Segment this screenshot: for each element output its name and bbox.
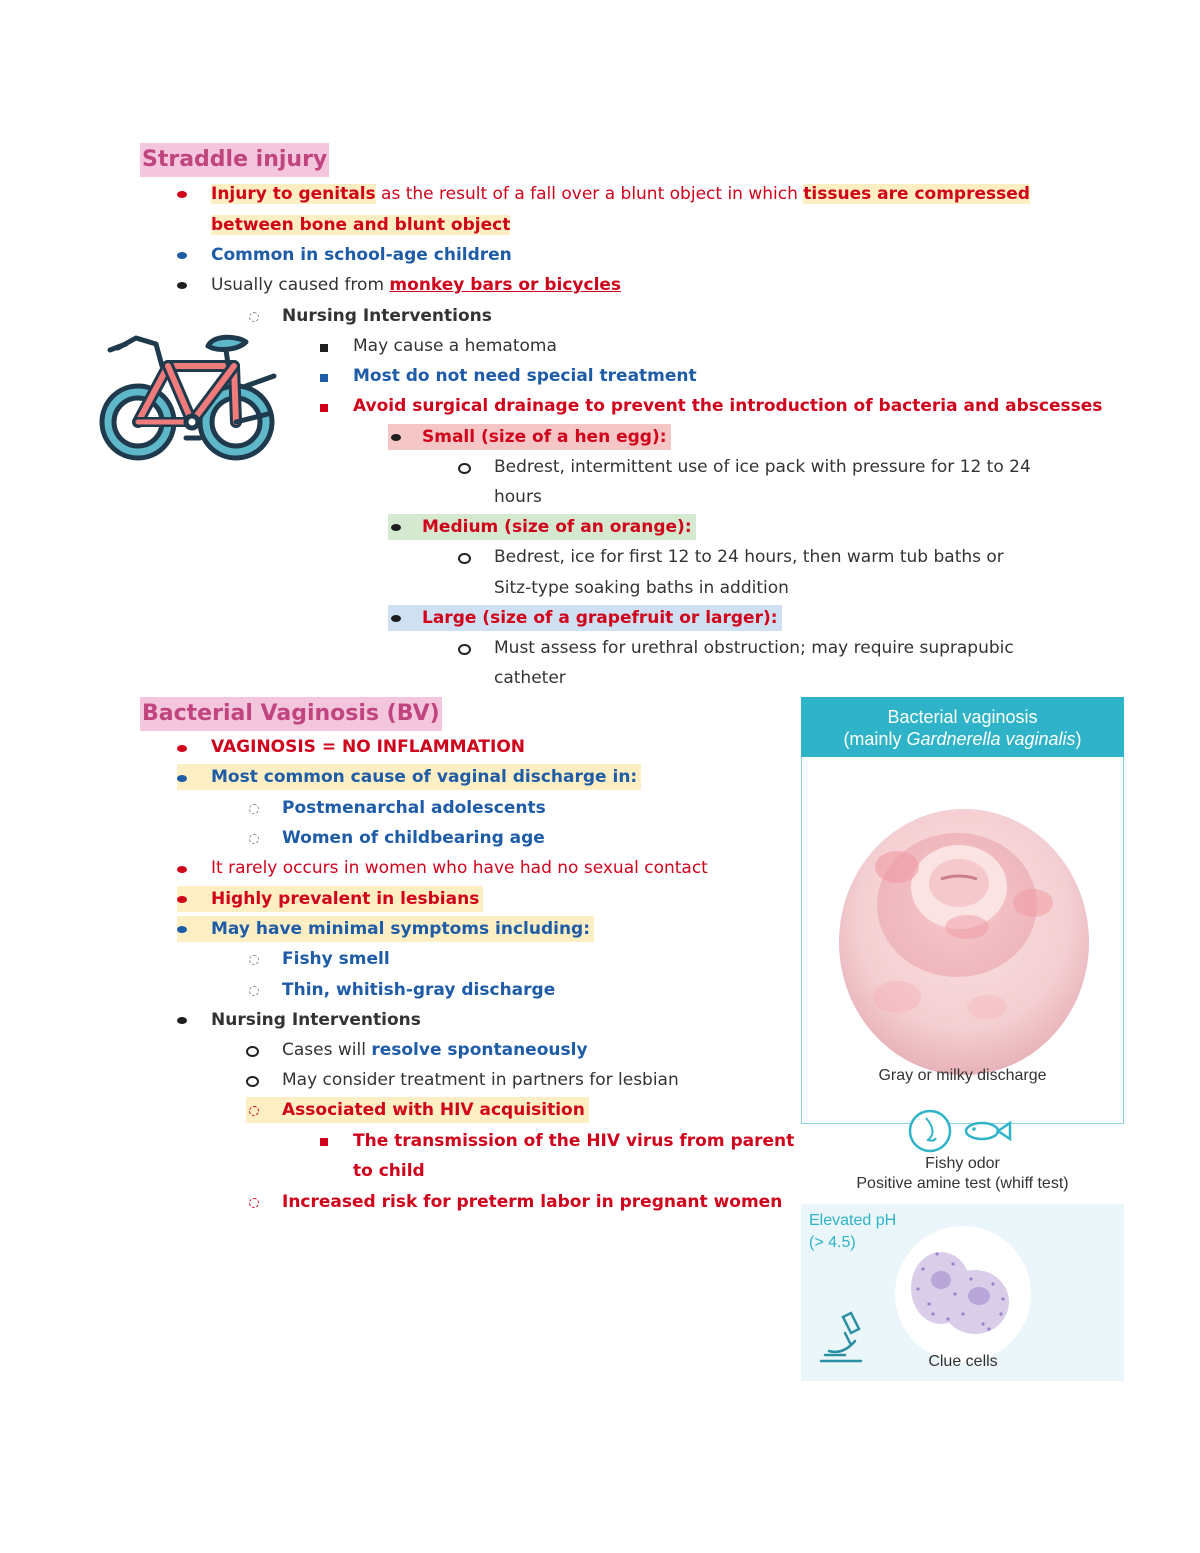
bv-nursing-3-sub-cont: to child xyxy=(353,1161,425,1181)
hematoma-small-detail-cont: hours xyxy=(494,487,542,507)
square-bullet-icon xyxy=(320,344,328,352)
bullet-icon xyxy=(177,926,187,933)
clue-cells-label: Clue cells xyxy=(928,1353,998,1370)
bv-bullet-1: VAGINOSIS = NO INFLAMMATION xyxy=(211,737,526,757)
bullet-icon xyxy=(391,615,401,622)
bv-nursing-interventions: Nursing Interventions xyxy=(211,1010,421,1030)
bullet-icon xyxy=(177,745,187,752)
bv-bullet-5-sub-1: Fishy smell xyxy=(282,949,390,969)
bullet-icon xyxy=(177,775,187,782)
sub-bullet-icon xyxy=(249,986,259,996)
straddle-nursing-2: Most do not need special treatment xyxy=(353,366,697,386)
clue-cells-illustration xyxy=(893,1224,1033,1364)
bullet-icon xyxy=(177,896,187,903)
circle-bullet-icon xyxy=(246,1046,259,1057)
infographic-subtitle: (mainly Gardnerella vaginalis) xyxy=(843,729,1082,749)
bv-bullet-3: It rarely occurs in women who have had no sexual contact xyxy=(211,858,708,878)
bv-infographic xyxy=(801,697,1124,1381)
hematoma-small: Small (size of a hen egg): xyxy=(388,424,671,450)
bullet-icon xyxy=(177,252,187,259)
straddle-nursing-3: Avoid surgical drainage to prevent the introduction of bacteria and abscesses xyxy=(353,396,1103,416)
bv-nursing-1: Cases will resolve spontaneously xyxy=(282,1040,588,1060)
bullet-icon xyxy=(391,524,401,531)
straddle-bullet-1-cont: between bone and blunt object xyxy=(211,215,511,235)
ph-label: Elevated pH xyxy=(809,1212,897,1229)
sub-bullet-icon xyxy=(249,834,259,844)
bv-nursing-3-sub: The transmission of the HIV virus from parent xyxy=(353,1131,795,1151)
circle-bullet-icon xyxy=(458,553,471,564)
sub-bullet-icon xyxy=(249,1106,259,1116)
bv-bullet-2-sub-1: Postmenarchal adolescents xyxy=(282,798,546,818)
discharge-label: Gray or milky discharge xyxy=(878,1067,1047,1084)
hematoma-medium-detail: Bedrest, ice for first 12 to 24 hours, then warm tub baths or xyxy=(494,547,1004,567)
bicycle-icon xyxy=(96,326,278,466)
hematoma-large-detail: Must assess for urethral obstruction; may require suprapubic xyxy=(494,638,1014,658)
bv-nursing-2: May consider treatment in partners for lesbian xyxy=(282,1070,679,1090)
bv-bullet-2: Most common cause of vaginal discharge in: xyxy=(177,764,641,790)
square-bullet-icon xyxy=(320,1138,328,1146)
odor-label: Fishy odor xyxy=(925,1155,1000,1172)
cervix-illustration xyxy=(837,807,1091,1077)
bv-nursing-4: Increased risk for preterm labor in pregnant women xyxy=(282,1192,783,1212)
microscope-icon xyxy=(815,1311,865,1367)
circle-bullet-icon xyxy=(246,1076,259,1087)
hematoma-small-detail: Bedrest, intermittent use of ice pack with pressure for 12 to 24 xyxy=(494,457,1031,477)
bv-bullet-5-sub-2: Thin, whitish-gray discharge xyxy=(282,980,556,1000)
infographic-title: Bacterial vaginosis xyxy=(887,707,1038,727)
amine-test-label: Positive amine test (whiff test) xyxy=(856,1175,1069,1192)
bullet-icon xyxy=(177,282,187,289)
square-bullet-icon xyxy=(320,404,328,412)
sub-bullet-icon xyxy=(249,955,259,965)
bv-bullet-5: May have minimal symptoms including: xyxy=(177,916,594,942)
square-bullet-icon xyxy=(320,374,328,382)
circle-bullet-icon xyxy=(458,463,471,474)
bullet-icon xyxy=(177,191,187,198)
straddle-nursing-interventions: Nursing Interventions xyxy=(282,306,492,326)
section-heading-straddle-injury: Straddle injury xyxy=(140,143,329,177)
sub-bullet-icon xyxy=(249,804,259,814)
bv-bullet-4: Highly prevalent in lesbians xyxy=(177,886,483,912)
sub-bullet-icon xyxy=(249,1198,259,1208)
straddle-nursing-1: May cause a hematoma xyxy=(353,336,557,356)
hematoma-medium-detail-cont: Sitz-type soaking baths in addition xyxy=(494,578,789,598)
nose-fish-icon xyxy=(908,1108,1020,1154)
section-heading-bacterial-vaginosis: Bacterial Vaginosis (BV) xyxy=(140,697,442,731)
sub-bullet-icon xyxy=(249,312,259,322)
bullet-icon xyxy=(177,1017,187,1024)
straddle-bullet-2: Common in school-age children xyxy=(211,245,512,265)
hematoma-medium: Medium (size of an orange): xyxy=(388,514,696,540)
hematoma-large: Large (size of a grapefruit or larger): xyxy=(388,605,782,631)
straddle-bullet-1: Injury to genitals as the result of a fall over a blunt object in which tissues are compressed xyxy=(211,184,1030,204)
straddle-bullet-3: Usually caused from monkey bars or bicycles xyxy=(211,275,622,295)
hematoma-large-detail-cont: catheter xyxy=(494,668,566,688)
bv-nursing-3: Associated with HIV acquisition xyxy=(246,1097,589,1123)
circle-bullet-icon xyxy=(458,644,471,655)
bullet-icon xyxy=(391,434,401,441)
bv-bullet-2-sub-2: Women of childbearing age xyxy=(282,828,545,848)
bullet-icon xyxy=(177,866,187,873)
ph-value: (> 4.5) xyxy=(809,1234,856,1251)
